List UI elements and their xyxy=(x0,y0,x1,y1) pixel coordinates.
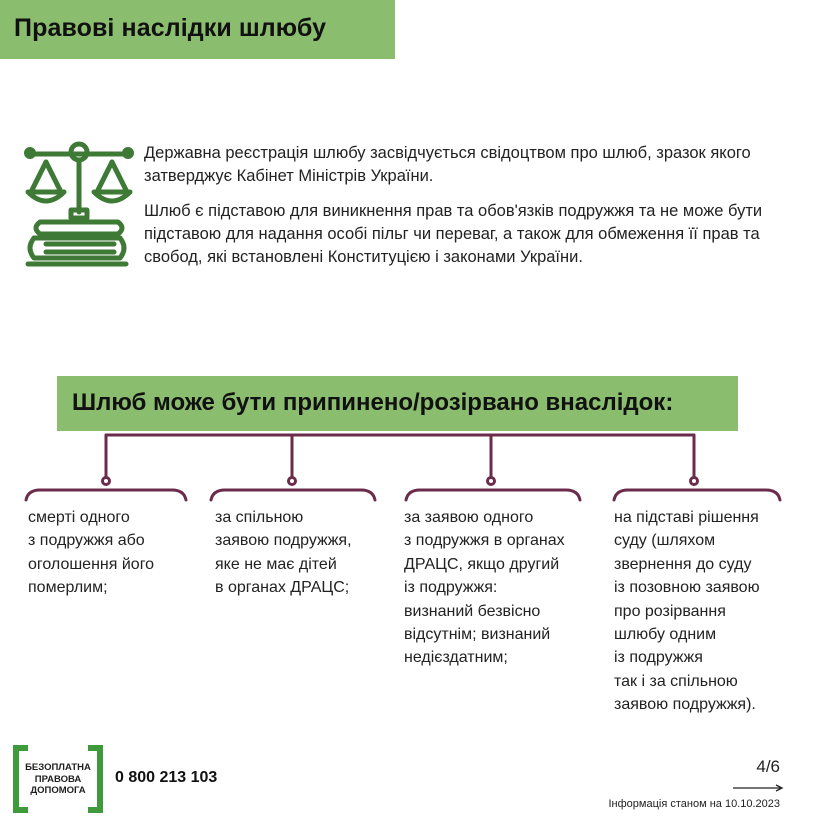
legal-aid-logo xyxy=(12,745,104,813)
scales-on-books-icon xyxy=(22,140,136,272)
intro-text xyxy=(144,142,804,281)
hotline-phone: 0 800 213 103 xyxy=(115,769,218,786)
title-banner xyxy=(0,0,395,59)
logo-text: БЕЗОПЛАТНА ПРАВОВА ДОПОМОГА xyxy=(25,762,91,796)
page-number: 4/6 xyxy=(756,757,780,776)
arrow-right-icon[interactable] xyxy=(732,784,784,792)
termination-option-4: на підставі рішення суду (шляхом звернення до суду із позовною заявою про розірвання шлюбу одним із подружжя так і за спільною заявою подружжя). xyxy=(614,509,760,714)
termination-option-2: за спільною заявою подружжя, яке не має дітей в органах ДРАЦС; xyxy=(215,509,352,597)
termination-banner xyxy=(57,376,738,431)
termination-option-3: за заявою одного з подружжя в органах ДРАЦС, якщо другий із подружжя: визнаний безвісно відсутнім; визнаний недієздатним; xyxy=(404,509,565,667)
termination-heading: Шлюб може бути припинено/розірвано внаслідок: xyxy=(72,389,674,416)
intro-paragraph-1: Державна реєстрація шлюбу засвідчується свідоцтвом про шлюб, зразок якого затверджує Кабінет Міністрів України. xyxy=(144,144,751,185)
intro-paragraph-2: Шлюб є підставою для виникнення прав та обов'язків подружжя та не може бути підставою для надання особі пільг чи переваг, а також для обмеження її прав та свобод, які встановлені Конституцією і законами України. xyxy=(144,202,763,266)
info-date: Інформація станом на 10.10.2023 xyxy=(608,798,780,810)
page-title: Правові наслідки шлюбу xyxy=(14,14,327,42)
termination-option-1: смерті одного з подружжя або оголошення його померлим; xyxy=(28,509,155,597)
